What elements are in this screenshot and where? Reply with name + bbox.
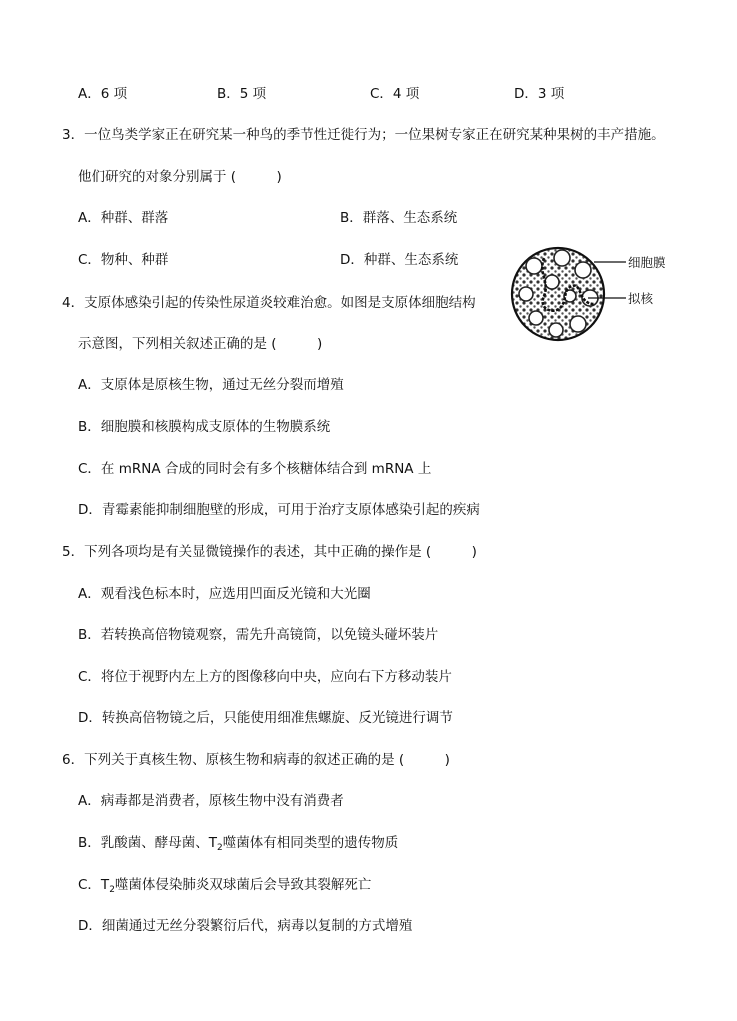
q3-stem-line2: 他们研究的对象分别属于 ( ) — [78, 169, 282, 185]
q3-option-c: C．物种、种群 — [78, 252, 169, 268]
q5-option-a: A．观看浅色标本时，应选用凹面反光镜和大光圈 — [78, 586, 371, 602]
q6-option-c-text-pre: C．T — [78, 877, 110, 893]
q6-option-c-subscript: 2 — [109, 885, 115, 895]
q5-option-b: B．若转换高倍物镜观察，需先升高镜筒，以免镜头碰坏装片 — [78, 627, 439, 643]
q3-stem-line1: 3．一位鸟类学家正在研究某一种鸟的季节性迁徙行为；一位果树专家正在研究某种果树的丰产措施。 — [62, 127, 665, 143]
q3-option-a: A．种群、群落 — [78, 210, 169, 226]
q6-option-c — [78, 876, 371, 899]
q6-option-b-subscript: 2 — [217, 843, 223, 853]
q5-option-d: D．转换高倍物镜之后，只能使用细准焦螺旋、反光镜进行调节 — [78, 710, 453, 726]
q2-option-b: B．5 项 — [217, 86, 267, 102]
q6-option-a: A．病毒都是消费者，原核生物中没有消费者 — [78, 793, 344, 809]
q2-option-c: C．4 项 — [370, 86, 420, 102]
label-cell-membrane: 细胞膜 — [628, 255, 666, 270]
q6-option-b-text-pre: B．乳酸菌、酵母菌、T — [78, 835, 218, 851]
q5-stem: 5．下列各项均是有关显微镜操作的表述，其中正确的操作是 ( ) — [62, 544, 477, 560]
label-nucleoid: 拟核 — [628, 291, 654, 306]
q2-option-a: A．6 项 — [78, 86, 128, 102]
q6-option-d: D．细菌通过无丝分裂繁衍后代，病毒以复制的方式增殖 — [78, 918, 413, 934]
q4-option-c: C．在 mRNA 合成的同时会有多个核糖体结合到 mRNA 上 — [78, 461, 432, 477]
q6-option-c-text-post: 噬菌体侵染肺炎双球菌后会导致其裂解死亡 — [114, 877, 372, 893]
q3-option-d: D．种群、生态系统 — [340, 252, 459, 268]
q4-stem-line2: 示意图，下列相关叙述正确的是 ( ) — [78, 336, 323, 352]
q6-stem: 6．下列关于真核生物、原核生物和病毒的叙述正确的是 ( ) — [62, 752, 450, 768]
q2-option-d: D．3 项 — [514, 86, 565, 102]
q5-option-c: C．将位于视野内左上方的图像移向中央，应向右下方移动装片 — [78, 669, 452, 685]
q6-option-b-text-post: 噬菌体有相同类型的遗传物质 — [222, 835, 399, 851]
q6-option-b — [78, 834, 398, 857]
q3-option-b: B．群落、生态系统 — [340, 210, 458, 226]
mycoplasma-diagram — [508, 238, 690, 350]
q4-option-b: B．细胞膜和核膜构成支原体的生物膜系统 — [78, 419, 331, 435]
q4-option-d: D．青霉素能抑制细胞壁的形成，可用于治疗支原体感染引起的疾病 — [78, 502, 480, 518]
q4-stem-line1: 4．支原体感染引起的传染性尿道炎较难治愈。如图是支原体细胞结构 — [62, 295, 476, 311]
q4-option-a: A．支原体是原核生物，通过无丝分裂而增殖 — [78, 377, 344, 393]
mycoplasma-figure — [508, 238, 690, 350]
